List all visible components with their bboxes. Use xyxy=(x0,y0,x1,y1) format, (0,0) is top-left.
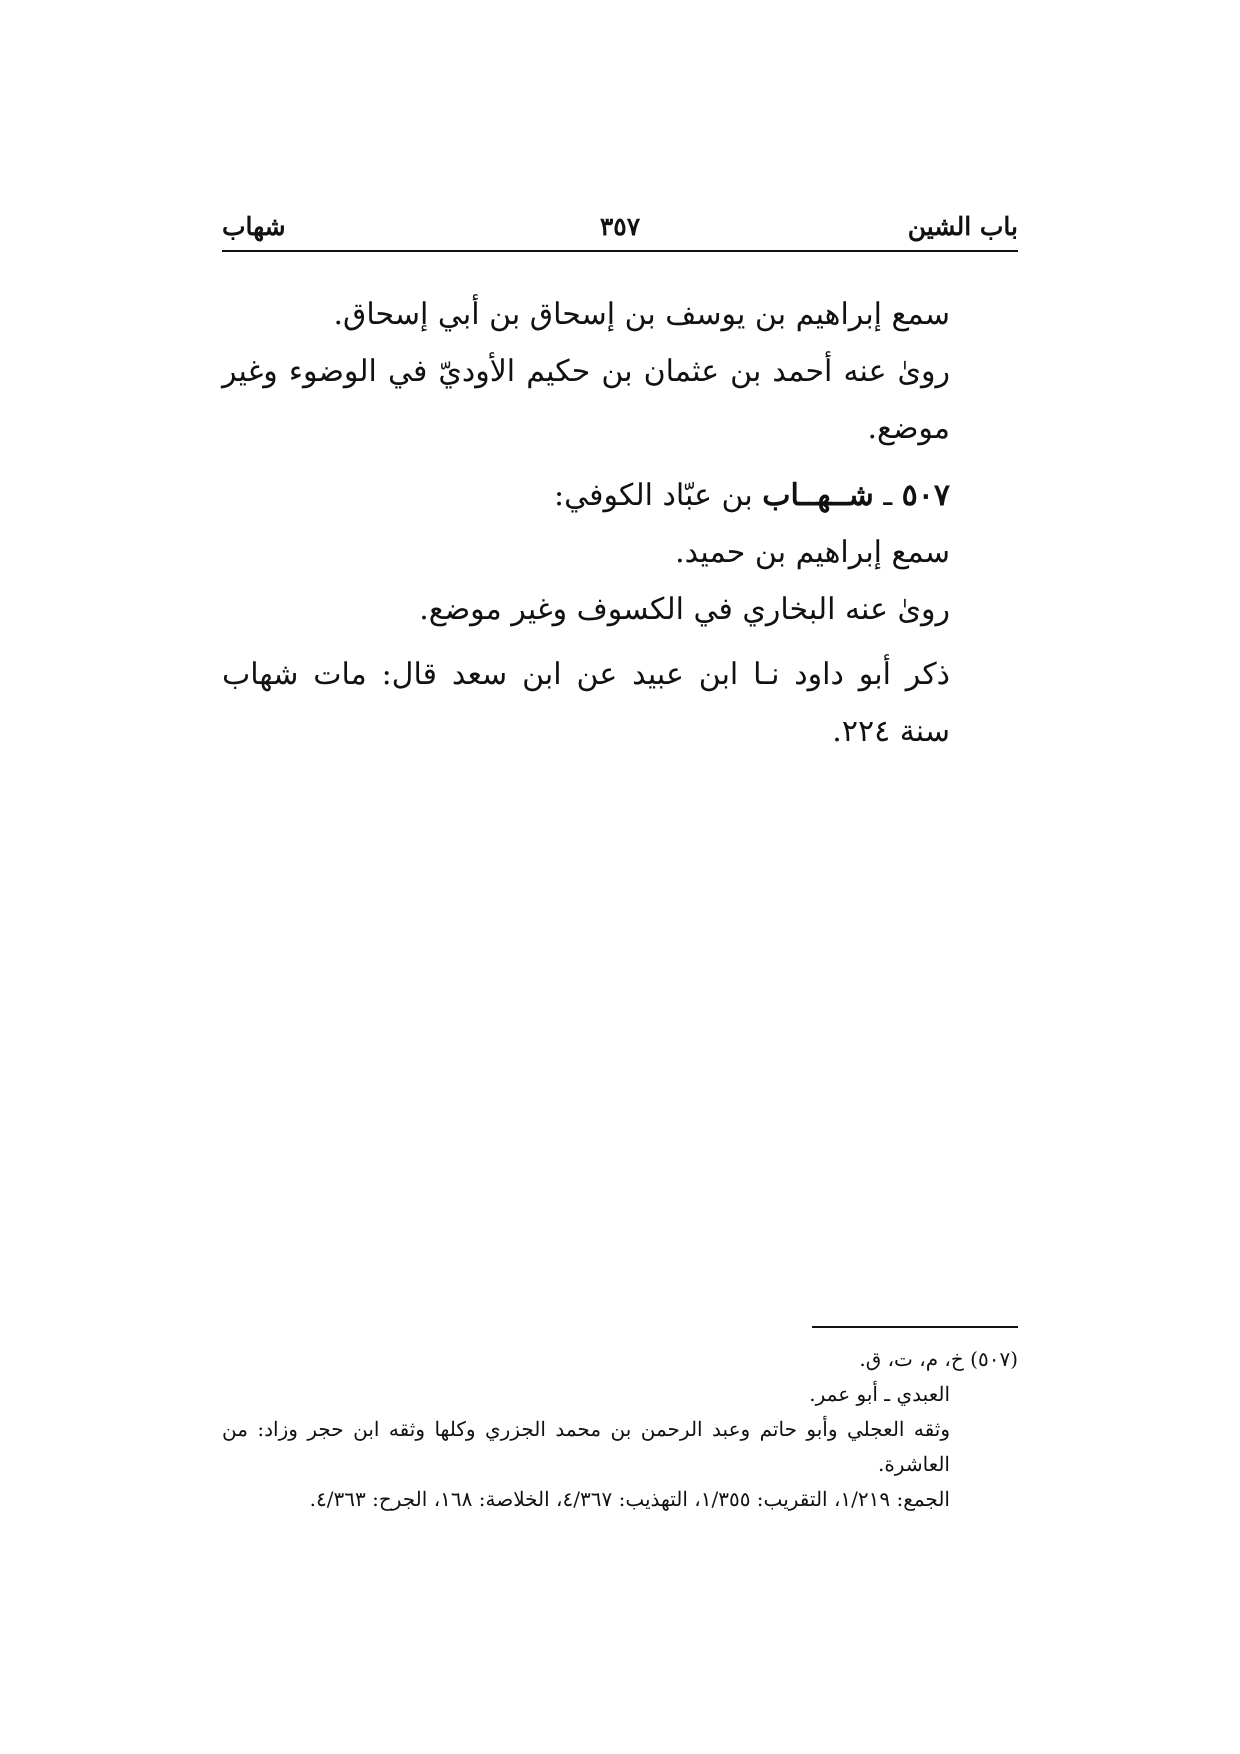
entry-number: ٥٠٧ xyxy=(901,478,950,513)
footnote-symbols: (٥٠٧) خ، م، ت، ق. xyxy=(859,1347,1018,1371)
entry-separator: ـ xyxy=(873,478,902,513)
paragraph-narrated-by: روىٰ عنه أحمد بن عثمان بن حكيم الأوديّ في الوضوء وغير موضع. xyxy=(222,354,950,446)
header-rule xyxy=(222,250,1018,252)
entry-name-rest: بن عبّاد الكوفي: xyxy=(554,478,763,513)
entry-name: شــهــاب xyxy=(762,478,874,513)
entry-heading-507 xyxy=(222,467,1018,524)
footnote-sources: الجمع: ١/٢١٩، التقريب: ١/٣٥٥، التهذيب: ٤/٣٦٧، الخلاصة: ١٦٨، الجرح: ٤/٣٦٣. xyxy=(309,1487,950,1511)
footnote-nisba: العبدي ـ أبو عمر. xyxy=(809,1382,950,1406)
running-header xyxy=(222,212,1018,252)
paragraph-narrated-by-2: روىٰ عنه البخاري في الكسوف وغير موضع. xyxy=(419,592,950,627)
footnote-tawthiq: وثقه العجلي وأبو حاتم وعبد الرحمن بن محمد الجزري وكلها وثقه ابن حجر وزاد: من العاشرة. xyxy=(222,1417,950,1476)
paragraph-heard-from: سمع إبراهيم بن يوسف بن إسحاق بن أبي إسحاق. xyxy=(333,297,950,332)
entry-heading: شهاب xyxy=(222,212,286,241)
paragraph-heard-from-2: سمع إبراهيم بن حميد. xyxy=(675,535,950,570)
footnotes xyxy=(222,1342,1018,1517)
paragraph-death-note: ذكر أبو داود نـا ابن عبيد عن ابن سعد قال: مات شهاب سنة ٢٢٤. xyxy=(222,657,950,749)
main-text xyxy=(222,286,1018,760)
chapter-title: باب الشين xyxy=(907,212,1018,241)
page-number: ٣٥٧ xyxy=(599,212,641,241)
footnote-rule xyxy=(812,1326,1018,1328)
